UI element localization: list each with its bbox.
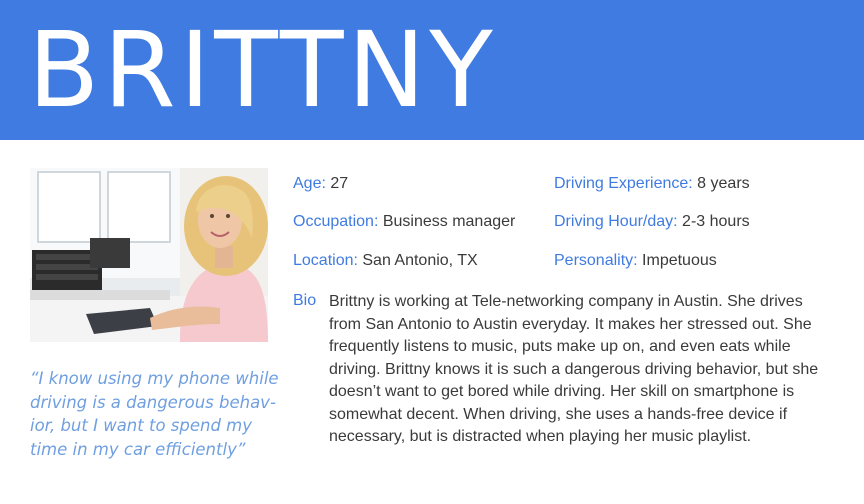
driving-experience-value: 8 years	[692, 175, 750, 192]
occupation-value: Business manager	[378, 213, 516, 230]
driving-experience-label: Driving Experience:	[554, 175, 693, 192]
header-banner	[0, 0, 864, 140]
age-label: Age:	[293, 175, 326, 192]
occupation-label: Occupation:	[293, 213, 379, 230]
bio-label: Bio	[293, 292, 317, 309]
occupation-field	[293, 212, 515, 232]
driving-hours-value: 2-3 hours	[677, 213, 750, 230]
persona-quote: “I know using my phone while driving is a dangerous behav-ior, but I want to spend my time in my car efficiently”	[30, 369, 279, 459]
persona-photo	[30, 168, 268, 342]
personality-value: Impetuous	[637, 252, 717, 269]
age-value: 27	[325, 175, 349, 192]
personality-field	[554, 251, 717, 271]
persona-name: BRITTNY	[28, 9, 497, 131]
driving-experience-field	[554, 174, 750, 194]
location-value: San Antonio, TX	[357, 252, 478, 269]
age-field	[293, 174, 348, 194]
bio-text: Brittny is working at Tele-networking company in Austin. She drives from San Antonio to Austin everyday. It makes her stressed out. She frequently listens to music, puts make up on, and even eats while driving. Brittny knows it is such a dangerous driving behavior, but she doesn’t want to get bored while driving. Her skill on smartphone is somewhat decent. When driving, she uses a hands-free device if necessary, but is distracted when playing her music playlist.	[329, 293, 819, 445]
personality-label: Personality:	[554, 252, 638, 269]
location-label: Location:	[293, 252, 358, 269]
location-field	[293, 251, 478, 271]
driving-hours-label: Driving Hour/day:	[554, 213, 678, 230]
driving-hours-field	[554, 212, 750, 232]
